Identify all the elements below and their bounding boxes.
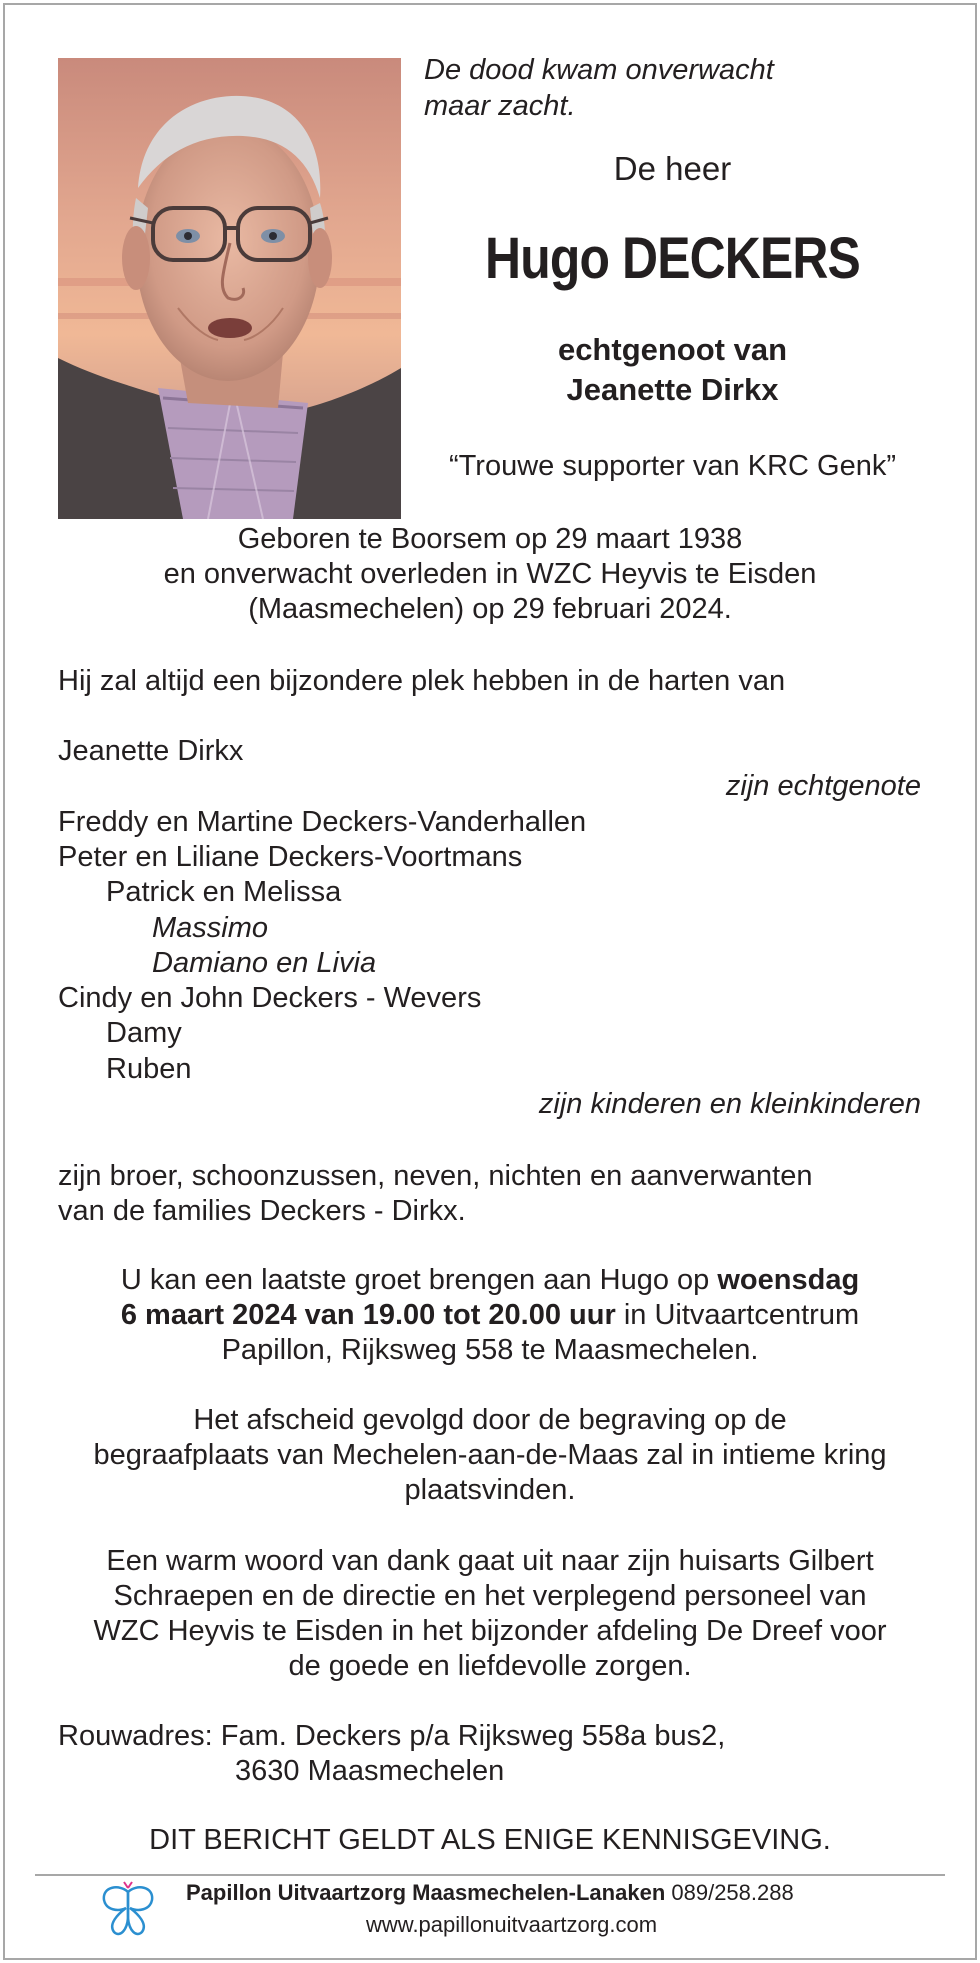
thanks-line-2: Schraepen en de directie en het verplegend personeel van	[113, 1580, 867, 1612]
footer-website[interactable]: www.papillonuitvaartzorg.com	[366, 1912, 658, 1937]
born-line-2: en onverwacht overleden in WZC Heyvis te Eisden	[163, 558, 817, 590]
thanks-line-1: Een warm woord van dank gaat uit naar zijn huisarts Gilbert	[106, 1545, 874, 1577]
intro-text: Hij zal altijd een bijzondere plek hebben in de harten van	[58, 665, 786, 697]
family-grandchild: Damy	[106, 1017, 182, 1049]
footer-divider	[35, 1874, 945, 1876]
family-child: Cindy en John Deckers - Wevers	[58, 982, 482, 1014]
footer-phone: 089/258.288	[665, 1880, 794, 1905]
family-great-grandchild: Massimo	[152, 912, 269, 944]
relatives-line-1: zijn broer, schoonzussen, neven, nichten en aanverwanten	[58, 1160, 813, 1192]
farewell-line-3: plaatsvinden.	[404, 1474, 576, 1506]
deceased-name: Hugo DECKERS	[485, 226, 860, 291]
mourning-address-line-2: 3630 Maasmechelen	[235, 1755, 505, 1787]
farewell-line-2: begraafplaats van Mechelen-aan-de-Maas zal in intieme kring	[93, 1439, 887, 1471]
family-spouse-name: Jeanette Dirkx	[58, 735, 244, 767]
footer-company	[186, 1880, 794, 1906]
born-line-3: (Maasmechelen) op 29 februari 2024.	[248, 593, 732, 625]
family-child: Peter en Liliane Deckers-Voortmans	[58, 841, 523, 873]
family-grandchild: Ruben	[106, 1053, 192, 1085]
family-grandchild: Patrick en Melissa	[106, 876, 342, 908]
birth-death-info	[0, 522, 980, 627]
visit-text-pre: U kan een laatste groet brengen aan Hugo op	[120, 1264, 718, 1296]
visitation-info	[40, 1263, 940, 1368]
footer-company-name: Papillon Uitvaartzorg Maasmechelen-Lanaken	[186, 1880, 666, 1905]
opening-quote-line-1: De dood kwam onverwacht	[424, 54, 774, 86]
spouse-label: echtgenoot van	[557, 332, 788, 367]
visit-date-time: 6 maart 2024 van 19.00 tot 20.00 uur	[120, 1299, 616, 1331]
portrait-photo	[58, 58, 401, 519]
family-great-grandchild: Damiano en Livia	[152, 947, 377, 979]
visit-text-post: in Uitvaartcentrum	[615, 1299, 860, 1331]
mourning-address-line-1: Rouwadres: Fam. Deckers p/a Rijksweg 558a bus2,	[58, 1720, 726, 1752]
relatives-line-2: van de families Deckers - Dirkx.	[58, 1195, 466, 1227]
thanks-info	[40, 1544, 940, 1684]
farewell-info	[40, 1403, 940, 1508]
visit-location: Papillon, Rijksweg 558 te Maasmechelen.	[221, 1334, 759, 1366]
born-line-1: Geboren te Boorsem op 29 maart 1938	[237, 523, 743, 555]
thanks-line-3: WZC Heyvis te Eisden in het bijzonder afdeling De Dreef voor	[93, 1615, 887, 1647]
butterfly-logo-icon	[96, 1878, 160, 1942]
thanks-line-4: de goede en liefdevolle zorgen.	[288, 1650, 692, 1682]
motto: “Trouwe supporter van KRC Genk”	[449, 450, 896, 482]
family-spouse-role: zijn echtgenote	[725, 770, 921, 802]
notice: DIT BERICHT GELDT ALS ENIGE KENNISGEVING.	[149, 1824, 831, 1856]
family-children-role: zijn kinderen en kleinkinderen	[538, 1088, 921, 1120]
farewell-line-1: Het afscheid gevolgd door de begraving op de	[193, 1404, 787, 1436]
family-child: Freddy en Martine Deckers-Vanderhallen	[58, 806, 587, 838]
spouse-block	[410, 330, 935, 410]
visit-day: woensdag	[717, 1264, 860, 1296]
honorific: De heer	[613, 150, 732, 187]
opening-quote-line-2: maar zacht.	[424, 90, 576, 122]
spouse-name: Jeanette Dirkx	[566, 372, 779, 407]
opening-quote	[424, 52, 774, 124]
